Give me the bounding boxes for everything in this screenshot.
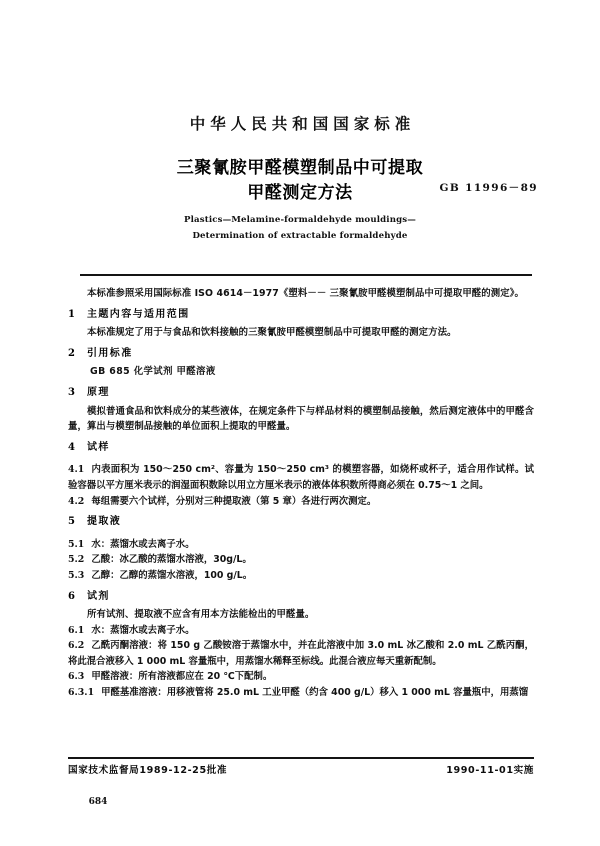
- masthead: [0, 112, 600, 134]
- national-standard-heading: 中华人民共和国国家标准: [189, 115, 416, 133]
- header-divider: [80, 274, 532, 276]
- clause-6-3-1: [68, 685, 534, 701]
- document-title-line-1: 三聚氰胺甲醛模塑制品中可提取: [176, 158, 424, 178]
- section-1-paragraph: 本标准规定了用于与食品和饮料接触的三聚氰胺甲醛模塑制品中可提取甲醛的测定方法。: [87, 327, 457, 339]
- section-title-1: 主题内容与适用范围: [87, 308, 190, 320]
- standard-number: GB 11996－89: [439, 182, 538, 194]
- english-subtitle: [0, 212, 600, 244]
- document-title-line-2: 甲醛测定方法: [247, 183, 353, 203]
- section-number-2: 2: [68, 347, 75, 359]
- clause-number-6-2: 6.2: [68, 640, 85, 652]
- section-number-6: 6: [68, 590, 75, 602]
- section-6-paragraph: 所有试剂、提取液不应含有用本方法能检出的甲醛量。: [87, 609, 315, 621]
- section-number-4: 4: [68, 441, 75, 453]
- clause-text-4-1: 内表面积为 150～250 cm²、容量为 150～250 cm³ 的模塑容器，如烧杯或杯子，适合用作试样。试验容器以平方厘米表示的润湿面积数除以用立方厘米表示的液体体积数所得商必须在 0.75～1 之间。: [68, 464, 534, 491]
- section-heading-1: [68, 307, 534, 323]
- document-body: [68, 286, 534, 701]
- clause-number-6-3: 6.3: [68, 671, 85, 683]
- section-heading-3: [68, 385, 534, 401]
- english-subtitle-line-1: Plastics—Melamine-formaldehyde mouldings—: [183, 215, 416, 225]
- clause-4-1: [68, 462, 534, 493]
- section-number-5: 5: [68, 516, 75, 528]
- section-3-paragraph: 模拟普通食品和饮料成分的某些液体，在规定条件下与样品材料的模塑制品接触，然后测定液体中的甲醛含量，算出与模塑制品接触的单位面积上提取的甲醛量。: [68, 405, 534, 433]
- clause-number-4-1: 4.1: [68, 464, 85, 476]
- section-title-5: 提取液: [87, 516, 122, 528]
- implementation-date: 1990-11-01实施: [446, 765, 534, 776]
- footer-divider: [68, 757, 534, 759]
- preamble-paragraph: 本标准参照采用国际标准 ISO 4614－1977《塑料－－ 三聚氰胺甲醛模塑制品中可提取甲醛的测定》。: [87, 288, 524, 299]
- section-heading-6: [68, 589, 534, 605]
- section-heading-5: [68, 514, 534, 530]
- section-title-3: 原理: [87, 386, 110, 398]
- section-heading-2: [68, 346, 534, 362]
- page-number: 684: [88, 797, 108, 807]
- clause-4-2: [68, 494, 534, 510]
- page-footer: [68, 762, 534, 776]
- clause-number-5-1: 5.1: [68, 538, 85, 550]
- clause-text-6-1: 水：蒸馏水或去离子水。: [91, 624, 195, 636]
- clause-text-6-2: 乙酰丙酮溶液：将 150 g 乙酸铵溶于蒸馏水中，并在此溶液中加 3.0 mL 冰乙酸和 2.0 mL 乙酰丙酮，将此混合液移入 1 000 mL 容量瓶中，用蒸馏水稀释至标线。此混合液应每天重新配制。: [68, 640, 534, 667]
- approval-statement: 国家技术监督局1989-12-25批准: [68, 765, 228, 776]
- referenced-standard-item: GB 685 化学试剂 甲醛溶液: [90, 366, 216, 378]
- clause-text-4-2: 每组需要六个试样，分别对三种提取液（第 5 章）各进行两次测定。: [91, 495, 377, 507]
- clause-number-4-2: 4.2: [68, 495, 85, 507]
- english-subtitle-line-2: Determination of extractable formaldehyde: [192, 231, 408, 241]
- clause-text-5-1: 水：蒸馏水或去离子水。: [91, 538, 195, 550]
- clause-5-1: [68, 537, 534, 553]
- clause-5-2: [68, 552, 534, 568]
- clause-number-5-3: 5.3: [68, 569, 85, 581]
- section-number-3: 3: [68, 386, 75, 398]
- clause-text-6-3: 甲醛溶液：所有溶液都应在 20 ℃下配制。: [91, 671, 273, 683]
- clause-6-3: [68, 669, 534, 685]
- clause-text-5-2: 乙酸：冰乙酸的蒸馏水溶液，30g/L。: [91, 554, 252, 566]
- clause-number-6-3-1: 6.3.1: [68, 687, 95, 699]
- clause-5-3: [68, 568, 534, 584]
- clause-text-6-3-1: 甲醛基准溶液：用移液管将 25.0 mL 工业甲醛（约含 400 g/L）移入 1 000 mL 容量瓶中，用蒸馏: [101, 687, 529, 699]
- section-title-2: 引用标准: [87, 347, 133, 359]
- clause-6-1: [68, 623, 534, 639]
- clause-number-5-2: 5.2: [68, 554, 85, 566]
- clause-6-2: [68, 638, 534, 669]
- clause-text-5-3: 乙醇：乙醇的蒸馏水溶液，100 g/L。: [91, 569, 253, 581]
- section-title-4: 试样: [87, 441, 110, 453]
- section-heading-4: [68, 440, 534, 456]
- section-number-1: 1: [68, 308, 75, 320]
- clause-number-6-1: 6.1: [68, 624, 85, 636]
- section-title-6: 试剂: [87, 590, 110, 602]
